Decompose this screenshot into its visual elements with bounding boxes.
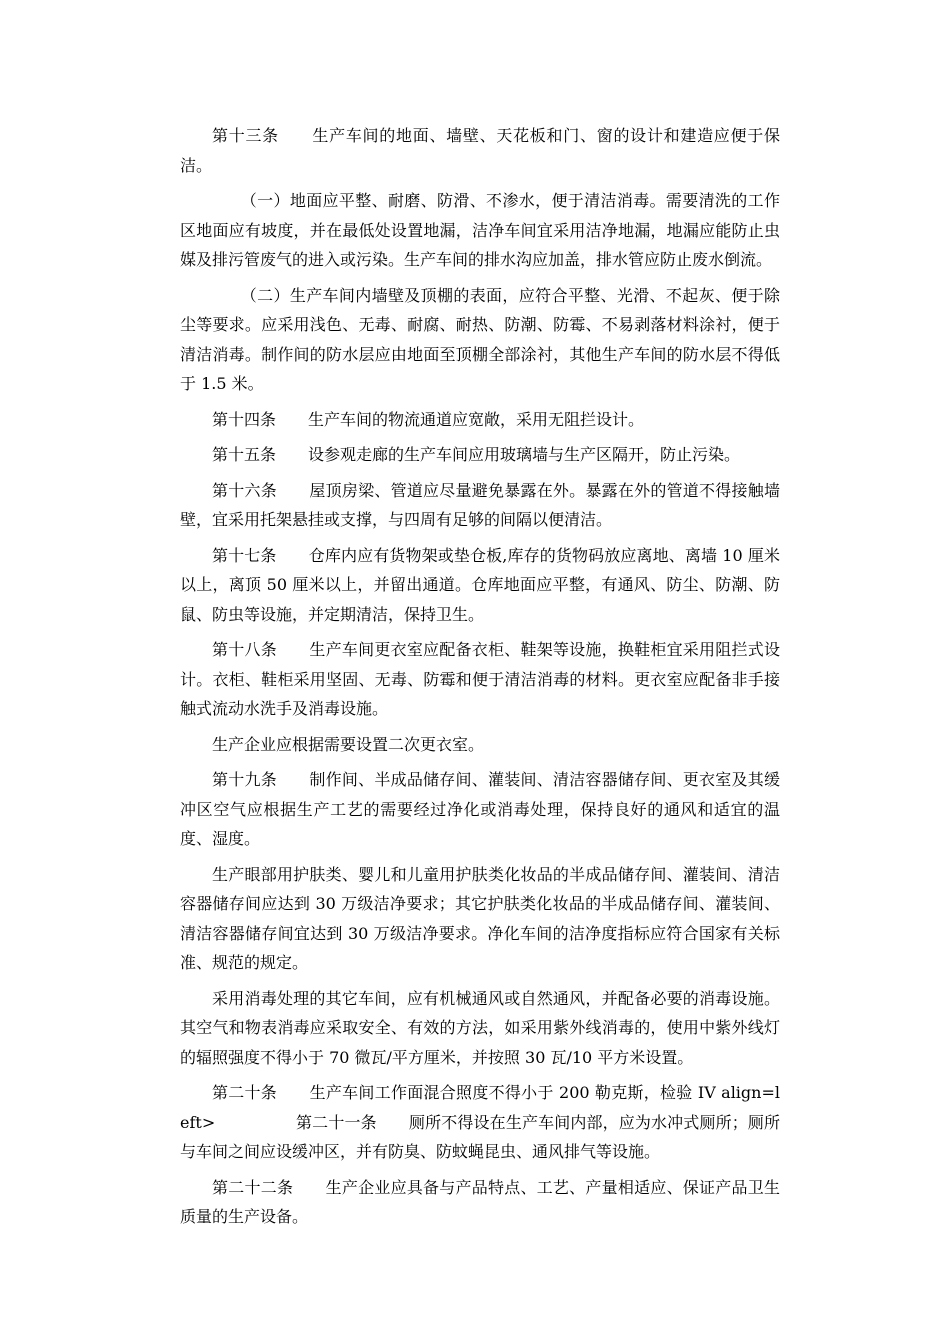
- document-body: [180, 121, 780, 1238]
- article-22: 第二十二条 生产企业应具备与产品特点、工艺、产量相适应、保证产品卫生质量的生产设备。: [180, 1177, 780, 1226]
- article-13-item-2: （二）生产车间内墙壁及顶棚的表面，应符合平整、光滑、不起灰、便于除尘等要求。应采用浅色、无毒、耐腐、耐热、防潮、防霉、不易剥落材料涂衬，便于清洁消毒。制作间的防水层应由地面至顶棚全部涂衬，其他生产车间的防水层不得低于 1.5 米。: [180, 285, 780, 393]
- article-19-para-2: 生产眼部用护肤类、婴儿和儿童用护肤类化妆品的半成品储存间、灌装间、清洁容器储存间应达到 30 万级洁净要求；其它护肤类化妆品的半成品储存间、灌装间、清洁容器储存间宜达到 30 万级洁净要求。净化车间的洁净度指标应符合国家有关标准、规范的规定。: [180, 864, 780, 972]
- article-14: 第十四条 生产车间的物流通道应宽敞，采用无阻拦设计。: [212, 409, 645, 429]
- article-19: 第十九条 制作间、半成品储存间、灌装间、清洁容器储存间、更衣室及其缓冲区空气应根据生产工艺的需要经过净化或消毒处理，保持良好的通风和适宜的温度、湿度。: [180, 770, 780, 848]
- article-13-item-1: （一）地面应平整、耐磨、防滑、不渗水，便于清洁消毒。需要清洗的工作区地面应有坡度，并在最低处设置地漏，洁净车间宜采用洁净地漏，地漏应能防止虫媒及排污管废气的进入或污染。生产车间的排水沟应加盖，排水管应防止废水倒流。: [180, 191, 780, 269]
- article-17: 第十七条 仓库内应有货物架或垫仓板,库存的货物码放应离地、离墙 10 厘米以上，离顶 50 厘米以上，并留出通道。仓库地面应平整，有通风、防尘、防潮、防鼠、防虫等设施，并定期清洁，保持卫生。: [180, 545, 780, 624]
- article-20-21: 第二十条 生产车间工作面混合照度不得小于 200 勒克斯，检验 IV align=left> 第二十一条 厕所不得设在生产车间内部，应为水冲式厕所；厕所与车间之间应设缓冲区，并有防臭、防蚊蝇昆虫、通风排气等设施。: [180, 1083, 780, 1161]
- article-16: 第十六条 屋顶房梁、管道应尽量避免暴露在外。暴露在外的管道不得接触墙壁，宜采用托架悬挂或支撑，与四周有足够的间隔以便清洁。: [180, 480, 780, 529]
- article-13: 第十三条 生产车间的地面、墙壁、天花板和门、窗的设计和建造应便于保洁。: [180, 126, 780, 175]
- article-15: 第十五条 设参观走廊的生产车间应用玻璃墙与生产区隔开，防止污染。: [212, 445, 741, 464]
- article-18-note: 生产企业应根据需要设置二次更衣室。: [212, 734, 485, 754]
- article-18: 第十八条 生产车间更衣室应配备衣柜、鞋架等设施，换鞋柜宜采用阻拦式设计。衣柜、鞋柜采用坚固、无毒、防霉和便于清洁消毒的材料。更衣室应配备非手接触式流动水洗手及消毒设施。: [180, 640, 780, 718]
- article-19-para-3: 采用消毒处理的其它车间，应有机械通风或自然通风，并配备必要的消毒设施。其空气和物表消毒应采取安全、有效的方法，如采用紫外线消毒的，使用中紫外线灯的辐照强度不得小于 70 微瓦/平方厘米，并按照 30 瓦/10 平方米设置。: [180, 988, 780, 1067]
